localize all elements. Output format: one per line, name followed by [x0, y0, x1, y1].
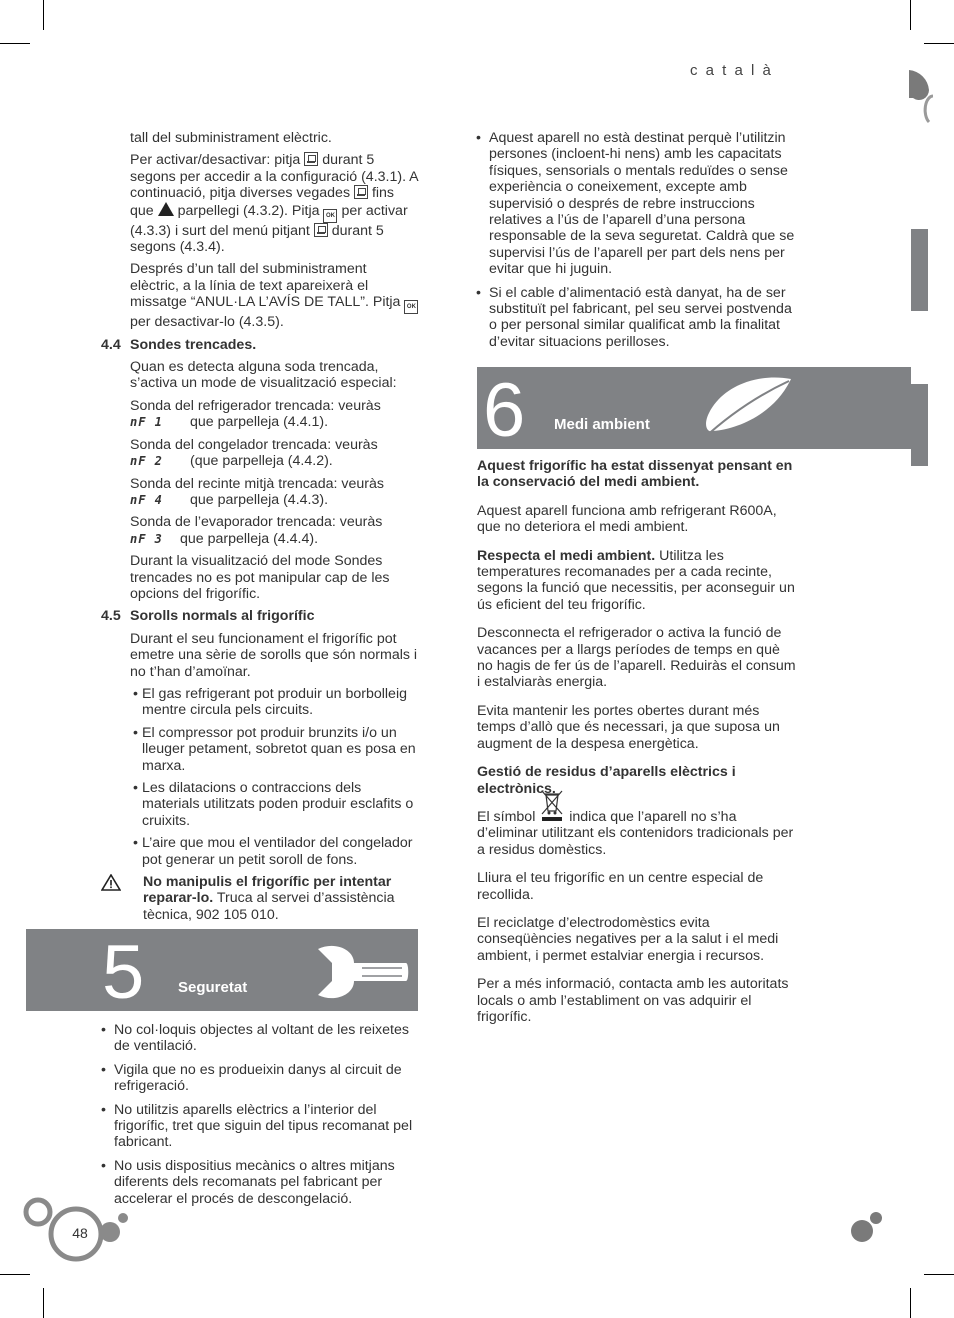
- section-heading-4-4: 4.4 Sondes trencades.: [101, 336, 257, 353]
- warning-note: No manipulis el frigorífic per intentar reparar-lo. Truca al servei d’assistència tècnica, 902 105 010.: [101, 874, 419, 923]
- crop-mark: [910, 0, 911, 30]
- section-heading-4-5: 4.5 Sorolls normals al frigorífic: [101, 608, 315, 625]
- display-code: nF 3: [130, 531, 163, 546]
- paragraph: Aquest aparell funciona amb refrigerant R600A, que no deteriora el medi ambient.: [477, 502, 777, 536]
- environment-text: [477, 458, 797, 1037]
- menu-key-icon: [354, 185, 368, 199]
- list-item: • El gas refrigerant pot produir un borbolleig mentre circula pels circuits.: [142, 686, 419, 719]
- crossed-bin-icon: [539, 789, 565, 823]
- paragraph: Per activar/desactivar: pitja durant 5 segons per accedir a la configuració (4.3.1). A continuació, pitja diverses vegades fins que parpellegi (4.3.2). Pitja OK per activar (4.3.3) i surt del menú pitjant durant 5 segons (4.3.4).: [130, 152, 418, 256]
- paragraph: El reciclatge d’electrodomèstics evita conseqüències negatives per a la salut i el medi ambient, i permet estalviar energia i recursos.: [477, 914, 779, 964]
- crop-mark: [0, 43, 30, 44]
- paragraph: Per a més informació, contacta amb les autoritats locals o amb l’establiment on vas adquirir el frigorífic.: [477, 976, 789, 1025]
- section-5-banner: [26, 929, 418, 1015]
- menu-key-icon: [304, 152, 318, 166]
- language-label: c a t a l à: [690, 62, 773, 79]
- paragraph: Lliura el teu frigorífic en un centre especial de recollida.: [477, 870, 764, 903]
- menu-key-icon: [314, 223, 328, 237]
- ok-key-icon: OK: [323, 209, 337, 223]
- section-number: 5: [102, 930, 145, 1015]
- crop-mark: [924, 43, 954, 44]
- list-item: • Les dilatacions o contraccions dels materials utilitzats poden produir esclafits o cruixits.: [142, 780, 419, 829]
- section-number: 6: [483, 368, 526, 453]
- safety-list: [101, 1022, 419, 1214]
- paragraph: Gestió de residus d’aparells elèctrics i electrònics.: [477, 764, 736, 797]
- wrench-icon: [310, 943, 410, 1001]
- paragraph: Durant el seu funcionament el frigorífic pot emetre una sèrie de sorolls que són normals i no t’han d’amoïnar.: [130, 630, 418, 680]
- safety-list-continued: [476, 130, 796, 357]
- warning-triangle-icon: [158, 202, 174, 216]
- crop-mark: [43, 1288, 44, 1318]
- paragraph: Quan es detecta alguna soda trencada, s’activa un mode de visualització especial:: [130, 359, 397, 392]
- list-item: • Si el cable d’alimentació està danyat, ha de ser substituït pel fabricant, pel seu servei postvenda o per personal similar qualificat amb la finalitat d’evitar situacions perilloses.: [476, 285, 796, 351]
- list-item: • L’aire que mou el ventilador del congelador pot generar un petit soroll de fons.: [142, 835, 419, 868]
- probe-item: Sonda del recinte mitjà trencada: veuràs nF 4 que parpelleja (4.4.3).: [130, 475, 384, 508]
- side-tab: [911, 229, 928, 311]
- list-item: • No usis dispositius mecànics o altres mitjans diferents dels recomanats pel fabricant per accelerar el procés de descongelació.: [101, 1158, 419, 1207]
- crop-mark: [910, 1288, 911, 1318]
- probe-item: Sonda del refrigerador trencada: veuràs nF 1 que parpelleja (4.4.1).: [130, 397, 381, 431]
- noise-list: [101, 686, 419, 868]
- leaf-icon: [699, 373, 799, 441]
- crop-mark: [0, 1274, 30, 1275]
- warning-triangle-icon: [101, 874, 121, 891]
- page-number: 48: [72, 1225, 88, 1241]
- decorative-circle-icon: [905, 68, 935, 124]
- section-6-banner: [477, 367, 911, 453]
- crop-mark: [924, 1274, 954, 1275]
- left-column: [101, 130, 419, 923]
- list-item: • No col·loquis objectes al voltant de les reixetes de ventilació.: [101, 1022, 419, 1055]
- section-title: Seguretat: [178, 979, 248, 996]
- list-item: • No utilitzis aparells elèctrics a l’interior del frigorífic, tret que siguin del tipus recomanat pel fabricant.: [101, 1102, 419, 1151]
- display-code: nF 1: [130, 415, 163, 430]
- paragraph: Durant la visualització del mode Sondes trencades no es pot manipular cap de les opcions del frigorífic.: [130, 553, 390, 602]
- list-item: • El compressor pot produir brunzits i/o un lleuger petament, sobretot quan es posa en marxa.: [142, 725, 419, 774]
- crop-mark: [43, 0, 44, 30]
- paragraph: Desconnecta el refrigerador o activa la funció de vacances per a llargs períodes de temps en què no hagis de fer ús de l’aparell. Reduiràs el consum i estalviaràs energia.: [477, 625, 796, 691]
- paragraph: Respecta el medi ambient. Utilitza les temperatures recomanades per a cada recinte, segons la funció que necessitis, per aconseguir un ús eficient del teu frigorífic.: [477, 547, 795, 613]
- paragraph: El símbol indica que l’aparell no s’ha d’eliminar utilitzant els contenidors tradicionals per a residus domèstics.: [477, 809, 797, 858]
- probe-item: Sonda de l’evaporador trencada: veuràs nF 3 que parpelleja (4.4.4).: [130, 514, 383, 547]
- display-code: nF 4: [130, 492, 163, 507]
- probe-item: Sonda del congelador trencada: veuràs nF 2 (que parpelleja (4.4.2).: [130, 436, 378, 470]
- section-title: Medi ambient: [554, 416, 650, 433]
- paragraph: Aquest frigorífic ha estat dissenyat pensant en la conservació del medi ambient.: [477, 458, 793, 491]
- ok-key-icon: OK: [404, 300, 418, 314]
- list-item: • Vigila que no es produeixin danys al circuit de refrigeració.: [101, 1062, 419, 1095]
- paragraph: Després d’un tall del subministrament elèctric, a la línia de text apareixerà el missatge “ANUL·LA L’AVÍS DE TALL”. Pitja OK per desactivar-lo (4.3.5).: [101, 261, 419, 330]
- display-code: nF 2: [130, 454, 163, 469]
- decorative-dots-icon: [848, 1210, 884, 1246]
- side-tab: [911, 384, 928, 466]
- paragraph: tall del subministrament elèctric.: [130, 130, 332, 146]
- list-item: • Aquest aparell no està destinat perquè l’utilitzin persones (incloent-hi nens) amb les capacitats físiques, sensorials o mentals reduïdes o sense experiència o coneixement, excepte amb supervisió o després de rebre instruccions relatives a l’ús de l’aparell d’una persona responsable de la seva seguretat. Caldrà que se supervisi l’ús de l’aparell per part dels nens per evitar que hi juguin.: [476, 130, 796, 278]
- paragraph: Evita mantenir les portes obertes durant més temps d’allò que és necessari, ja que suposa un augment de la despesa energètica.: [477, 702, 780, 752]
